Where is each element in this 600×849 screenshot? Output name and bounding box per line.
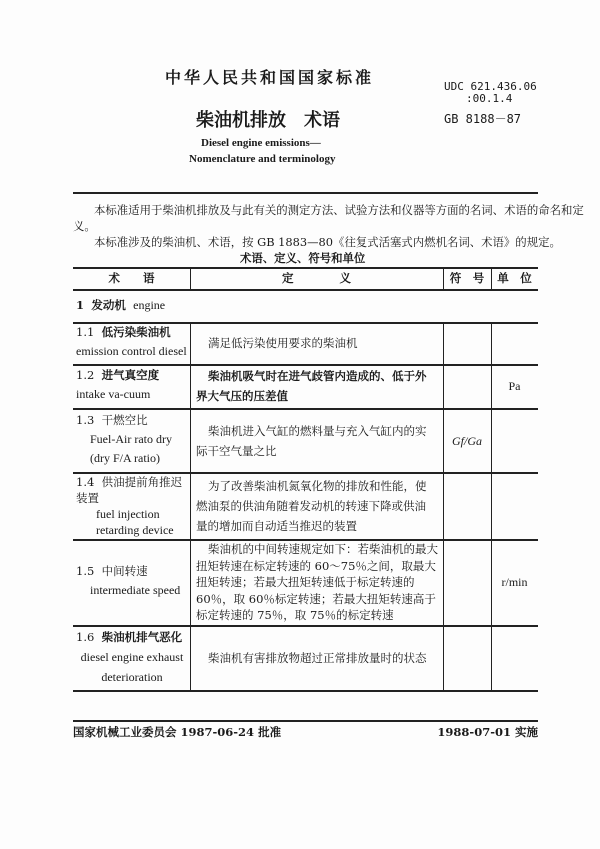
term-definition: 为了改善柴油机氮氧化物的排放和性能，使燃油泵的供油角随着发动机的转速下降或供油量的增加而自动适当推迟的装置 bbox=[196, 479, 427, 533]
section-engine bbox=[76, 295, 376, 315]
effective-date: 1988-07-01 实施 bbox=[437, 725, 538, 739]
term-number: 1.3 bbox=[76, 413, 95, 427]
term-unit: r/min bbox=[501, 575, 528, 589]
term-number: 1.6 bbox=[76, 630, 95, 644]
term-en: diesel engine exhaust deterioration bbox=[80, 650, 184, 684]
term-unit: Pa bbox=[508, 379, 521, 393]
term-number: 1.5 bbox=[76, 564, 95, 578]
term-cn: 中间转速 bbox=[101, 564, 148, 578]
term-en: intake va-cuum bbox=[76, 387, 151, 401]
header-definition: 定 义 bbox=[282, 271, 351, 285]
term-en: emission control diesel bbox=[76, 344, 187, 358]
term-definition: 柴油机进入气缸的燃料量与充入气缸内的实际干空气量之比 bbox=[196, 424, 427, 458]
table-row-term bbox=[76, 411, 190, 468]
table-bottom-rule bbox=[73, 690, 538, 692]
term-cn: 低污染柴油机 bbox=[101, 325, 171, 339]
table-row-term bbox=[76, 323, 190, 361]
section-number: 1 bbox=[76, 298, 85, 312]
header-symbol: 符 号 bbox=[449, 271, 485, 285]
standard-code: GB 8188－87 bbox=[444, 112, 522, 126]
term-definition: 满足低污染使用要求的柴油机 bbox=[208, 336, 358, 350]
column-divider bbox=[190, 322, 191, 690]
section-title-cn: 发动机 bbox=[91, 298, 126, 312]
table-row-term bbox=[76, 562, 190, 600]
table-row-term bbox=[76, 627, 190, 687]
table-row-term bbox=[76, 474, 188, 538]
footer-rule bbox=[73, 720, 538, 722]
intro-paragraph-1-cont: 义。 bbox=[73, 219, 96, 233]
term-en: Fuel-Air rato dry (dry F/A ratio) bbox=[90, 432, 172, 465]
udc-code: UDC 621.436.06 bbox=[444, 80, 537, 93]
header-divider bbox=[73, 192, 538, 194]
english-title-line2: Nomenclature and terminology bbox=[189, 153, 336, 165]
intro-paragraph-1: 本标准适用于柴油机排放及与此有关的测定方法、试验方法和仪器等方面的名词、术语的命名和定 bbox=[94, 203, 584, 217]
term-en: intermediate speed bbox=[90, 583, 181, 597]
udc-code-cont: :00.1.4 bbox=[466, 92, 513, 105]
term-cn: 进气真空度 bbox=[101, 368, 160, 382]
header-bottom-rule bbox=[73, 289, 538, 291]
intro-paragraph-2: 本标准涉及的柴油机、术语，按 GB 1883—80《往复式活塞式内燃机名词、术语》的规定。 bbox=[94, 235, 561, 249]
term-cn: 干燃空比 bbox=[101, 413, 148, 427]
term-definition: 柴油机吸气时在进气歧管内造成的、低于外界大气压的压差值 bbox=[196, 369, 427, 403]
table-caption: 术语、定义、符号和单位 bbox=[240, 251, 366, 265]
term-definition: 柴油机的中间转速规定如下：若柴油机的最大扭矩转速在标定转速的 60～75％之间，取最大扭矩转速；若最大扭矩转速低于标定转速的 60％，取 60％标定转速；若最大扭矩转速高于标定转速的 75％，取 75％的标定转速 bbox=[196, 542, 438, 622]
header-term: 术 语 bbox=[108, 271, 155, 285]
term-number: 1.2 bbox=[76, 368, 95, 382]
approval-date: 国家机械工业委员会 1987-06-24 批准 bbox=[73, 725, 282, 739]
national-standard-heading: 中华人民共和国国家标准 bbox=[165, 68, 375, 87]
header-unit: 单 位 bbox=[497, 271, 532, 285]
section-title-en: engine bbox=[133, 298, 166, 312]
column-divider bbox=[443, 322, 444, 690]
page-title: 柴油机排放 术语 bbox=[196, 110, 340, 131]
term-number: 1.1 bbox=[76, 325, 95, 339]
term-symbol: Gf/Ga bbox=[452, 434, 482, 448]
row-rule bbox=[73, 408, 538, 410]
term-number: 1.4 bbox=[76, 475, 95, 489]
term-definition: 柴油机有害排放物超过正常排放量时的状态 bbox=[208, 651, 427, 665]
english-title-line1: Diesel engine emissions— bbox=[201, 137, 321, 149]
term-cn: 供油提前角推迟装置 bbox=[76, 475, 183, 505]
table-row-term bbox=[76, 366, 190, 404]
term-cn: 柴油机排气恶化 bbox=[101, 630, 183, 644]
term-en: fuel injection retarding device bbox=[96, 507, 174, 537]
